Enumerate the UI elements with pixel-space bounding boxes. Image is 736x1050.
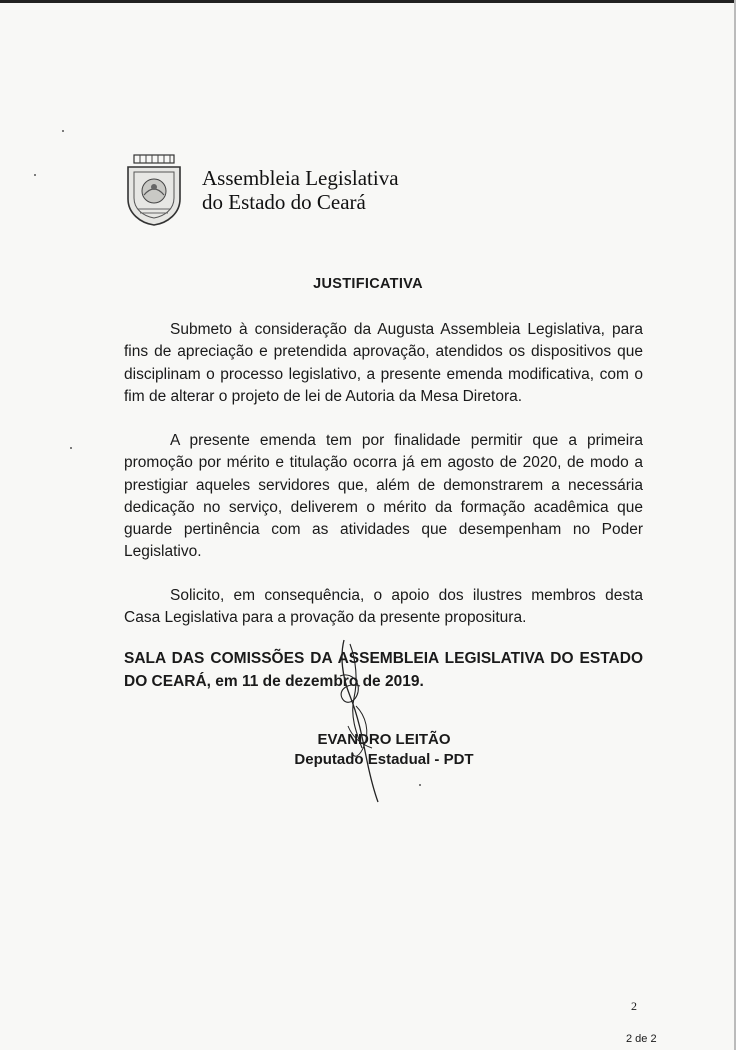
org-name-line2: do Estado do Ceará [202, 190, 366, 214]
org-name-line1: Assembleia Legislativa [202, 166, 399, 190]
signer-name: EVANDRO LEITÃO [317, 731, 451, 748]
scan-speck [70, 447, 72, 449]
closing-statement: SALA DAS COMISSÕES DA ASSEMBLEIA LEGISLATIVA DO ESTADO DO CEARÁ, em 11 de dezembro de 2019. [124, 650, 643, 690]
document-title: JUSTIFICATIVA [313, 276, 423, 292]
top-border [0, 0, 736, 3]
page-number: 2 [631, 999, 637, 1013]
paragraph-3: Solicito, em consequência, o apoio dos ilustres membros desta Casa Legislativa para a provação da presente propositura. [124, 587, 643, 627]
state-coat-of-arms-icon [124, 153, 184, 227]
scan-speck [62, 130, 64, 132]
signer-role: Deputado Estadual - PDT [294, 751, 474, 768]
letterhead [124, 153, 399, 227]
page-count: 2 de 2 [626, 1033, 657, 1045]
organization-name [202, 166, 399, 214]
handwritten-signature [300, 636, 440, 806]
paragraph-2: A presente emenda tem por finalidade permitir que a primeira promoção por mérito e titulação ocorra já em agosto de 2020, de modo a prestigiar aqueles servidores que, além de demonstrarem a necessária dedicação no serviço, deliverem o mérito da formação acadêmica que guarde pertinência com as atividades que desempenham no Poder Legislativo. [124, 432, 643, 561]
paragraph-1: Submeto à consideração da Augusta Assembleia Legislativa, para fins de apreciação e pretendida aprovação, atendidos os dispositivos que disciplinam o processo legislativo, a presente emenda modificativa, com o fim de alterar o projeto de lei de Autoria da Mesa Diretora. [124, 321, 643, 405]
scan-speck [34, 174, 36, 176]
